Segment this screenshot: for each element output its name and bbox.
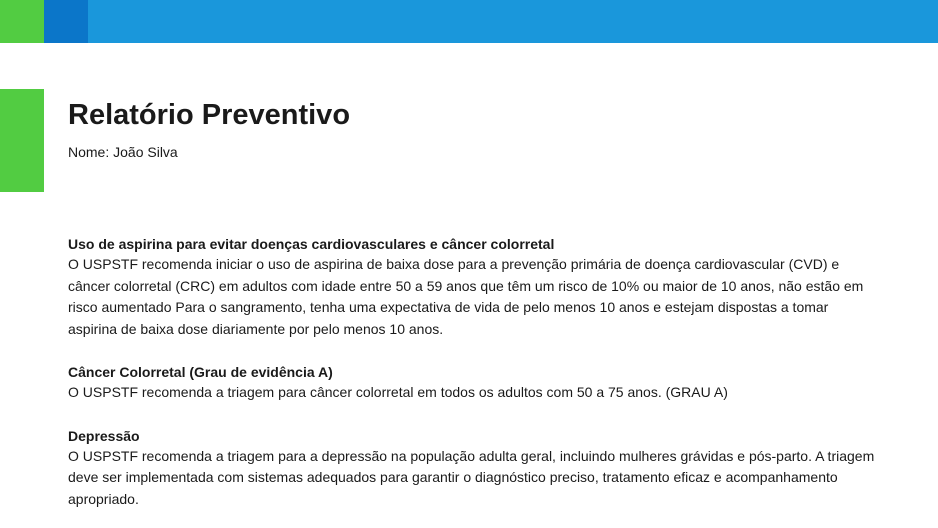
report-header xyxy=(68,97,350,161)
section-body: O USPSTF recomenda a triagem para a depressão na população adulta geral, incluindo mulheres grávidas e pós-parto. A triagem deve ser implementada com sistemas adequados para garantir o diagnóstico preciso, tratamento eficaz e acompanhamento apropriado. xyxy=(68,447,875,507)
section-title: Câncer Colorretal (Grau de evidência A) xyxy=(68,364,333,380)
section-body: O USPSTF recomenda a triagem para câncer colorretal em todos os adultos com 50 a 75 anos. (GRAU A) xyxy=(68,384,728,400)
section-body: O USPSTF recomenda iniciar o uso de aspirina de baixa dose para a prevenção primária de doença cardiovascular (CVD) e câncer colorretal (CRC) em adultos com idade entre 50 a 59 anos que têm um risco de 10% ou maior de 10 anos, não estão em risco aumentado Para o sangramento, tenha uma expectativa de vida de pelo menos 10 anos e estejam dispostas a tomar aspirina de baixa dose diariamente por pelo menos 10 anos. xyxy=(68,256,864,337)
recommendations-list xyxy=(68,234,880,528)
top-bar-green-segment xyxy=(0,0,44,43)
patient-name: Nome: João Silva xyxy=(68,144,178,160)
page-title: Relatório Preventivo xyxy=(68,99,351,131)
section-colorectal-cancer xyxy=(68,362,880,404)
top-bar-dark-blue-segment xyxy=(44,0,88,43)
top-color-bar xyxy=(0,0,938,43)
section-aspirin xyxy=(68,234,880,340)
top-bar-blue-segment xyxy=(88,0,938,43)
section-title: Uso de aspirina para evitar doenças cardiovasculares e câncer colorretal xyxy=(68,236,555,252)
title-accent-bar xyxy=(0,89,44,192)
section-title: Depressão xyxy=(68,427,140,444)
section-depression xyxy=(68,426,880,511)
